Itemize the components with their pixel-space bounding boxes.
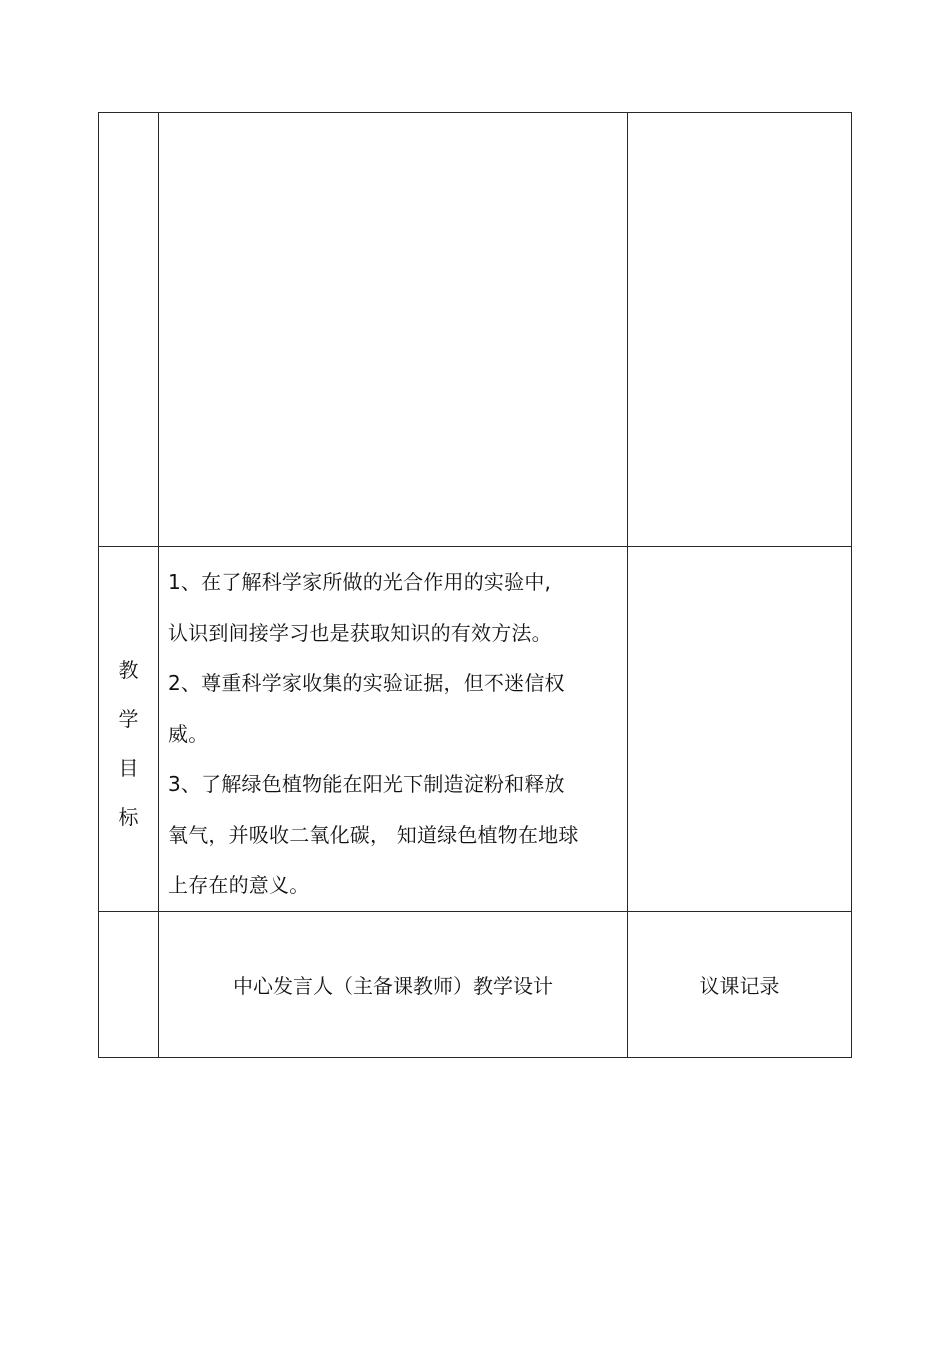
table-row-blank bbox=[99, 113, 852, 547]
table-row-design-header bbox=[99, 911, 852, 1057]
goals-label-char: 标 bbox=[118, 804, 139, 829]
goals-notes-cell bbox=[628, 547, 852, 912]
design-title-cell: 中心发言人（主备课教师）教学设计 bbox=[159, 911, 628, 1057]
goals-label-cell bbox=[99, 547, 159, 912]
notes-cell-empty bbox=[628, 113, 852, 547]
record-title-cell: 议课记录 bbox=[628, 911, 852, 1057]
lesson-plan-table bbox=[98, 112, 852, 1058]
design-label-cell bbox=[99, 911, 159, 1057]
goals-line: 2、尊重科学家收集的实验证据，但不迷信权 bbox=[168, 671, 565, 695]
goals-label-char: 目 bbox=[118, 755, 139, 780]
goals-vertical-label bbox=[99, 547, 158, 911]
label-cell-empty bbox=[99, 113, 159, 547]
goals-content-cell bbox=[159, 547, 628, 912]
goals-label-char: 教 bbox=[118, 657, 139, 682]
goals-line: 上存在的意义。 bbox=[168, 873, 310, 897]
table-row-teaching-goals bbox=[99, 547, 852, 912]
goals-label-char: 学 bbox=[118, 706, 139, 731]
goals-line: 认识到间接学习也是获取知识的有效方法。 bbox=[168, 620, 552, 645]
goals-line: 威。 bbox=[168, 721, 209, 746]
goals-text-block bbox=[159, 547, 627, 911]
goals-line: 1、在了解科学家所做的光合作用的实验中, bbox=[168, 570, 552, 594]
goals-line: 氧气，并吸收二氧化碳， 知道绿色植物在地球 bbox=[168, 822, 579, 847]
content-cell-empty bbox=[159, 113, 628, 547]
goals-line: 3、了解绿色植物能在阳光下制造淀粉和释放 bbox=[168, 772, 565, 796]
